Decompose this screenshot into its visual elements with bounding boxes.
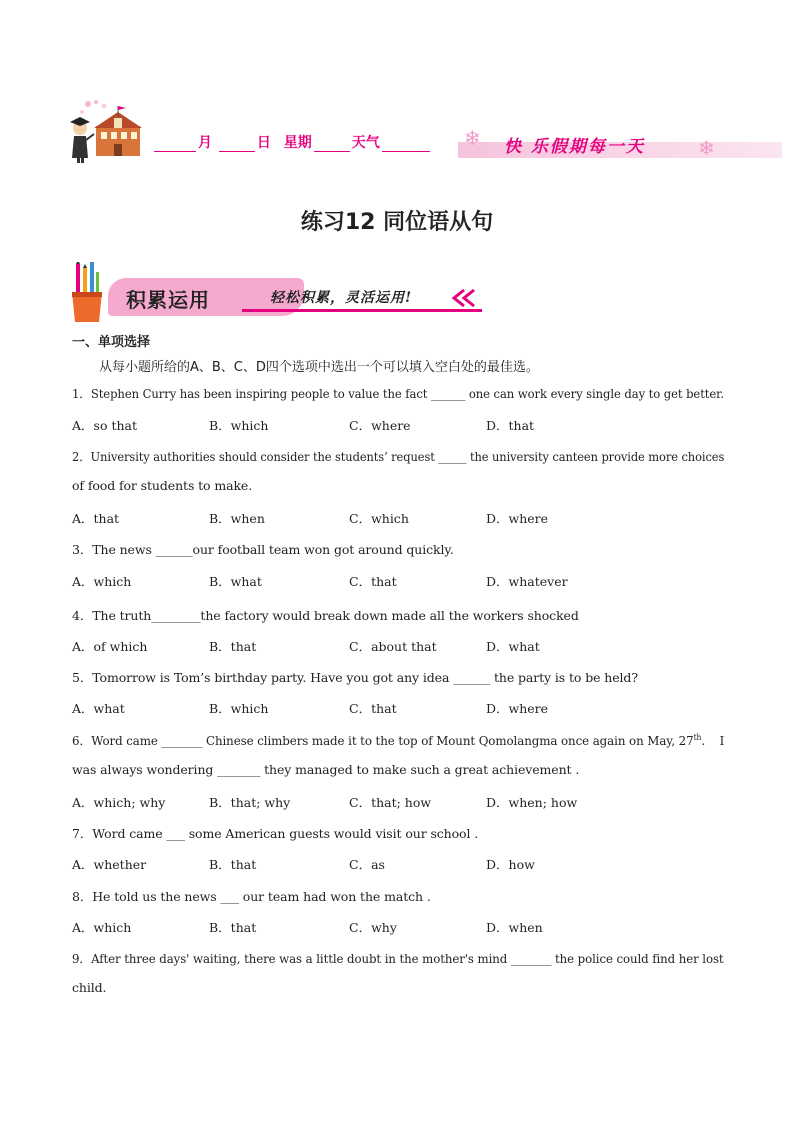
banner-underline <box>242 309 482 312</box>
q4-option-d[interactable]: D．what <box>486 639 540 654</box>
q3-option-d[interactable]: D．whatever <box>486 574 568 589</box>
weekday-blank[interactable] <box>314 133 350 152</box>
question-9: 9．After three days' waiting, there was a little doubt in the mother's mind _______ the police could find her lost <box>72 951 724 966</box>
question-2: 2．University authorities should consider the students’ request _____ the university canteen provide more choices <box>72 449 725 464</box>
q2-option-d[interactable]: D．where <box>486 511 549 526</box>
weather-label: 天气 <box>351 135 380 151</box>
weather-blank[interactable] <box>382 133 430 152</box>
question-7: 7．Word came ___ some American guests would visit our school . <box>72 826 479 841</box>
snowflake-icon: ❄ <box>464 126 481 150</box>
q6-option-b[interactable]: B．that; why <box>209 795 291 810</box>
q4-option-a[interactable]: A．of which <box>72 639 148 654</box>
snowflake-icon: ❄ <box>698 136 715 160</box>
q7-option-c[interactable]: C．as <box>349 857 385 872</box>
q4-option-b[interactable]: B．that <box>209 639 257 654</box>
q7-option-b[interactable]: B．that <box>209 857 257 872</box>
question-6-cont: was always wondering _______ they managed to make such a great achievement . <box>72 762 580 777</box>
q1-option-c[interactable]: C．where <box>349 418 411 433</box>
question-3: 3．The news ______our football team won got around quickly. <box>72 542 454 557</box>
q1-option-b[interactable]: B．which <box>209 418 269 433</box>
q3-option-a[interactable]: A．which <box>72 574 132 589</box>
q2-option-a[interactable]: A．that <box>72 511 120 526</box>
q1-option-d[interactable]: D．that <box>486 418 535 433</box>
pencil-cup-icon <box>70 262 104 324</box>
q5-option-b[interactable]: B．which <box>209 701 269 716</box>
question-2-cont: of food for students to make. <box>72 478 253 493</box>
q6-option-d[interactable]: D．when; how <box>486 795 578 810</box>
q2-option-b[interactable]: B．when <box>209 511 265 526</box>
q8-option-d[interactable]: D．when <box>486 920 543 935</box>
banner-subtitle: 轻松积累，灵活运用! <box>270 290 413 306</box>
banner-label: 积累运用 <box>126 288 210 312</box>
question-6-tail: . I <box>701 733 725 748</box>
slogan: 快 乐假期每一天 <box>504 137 645 157</box>
q7-option-d[interactable]: D．how <box>486 857 535 872</box>
q6-option-c[interactable]: C．that; how <box>349 795 432 810</box>
ordinal-suffix: th <box>693 732 702 742</box>
graduate-school-icon <box>66 98 146 164</box>
month-blank[interactable] <box>154 133 196 152</box>
double-chevron-left-icon <box>450 286 484 310</box>
question-9-cont: child. <box>72 980 107 995</box>
header-band <box>66 98 782 164</box>
q5-option-a[interactable]: A．what <box>72 701 125 716</box>
weekday-label: 星期 <box>283 135 312 151</box>
date-fields <box>152 132 432 154</box>
q8-option-c[interactable]: C．why <box>349 920 397 935</box>
q8-option-a[interactable]: A．which <box>72 920 132 935</box>
q7-option-a[interactable]: A．whether <box>72 857 147 872</box>
q4-option-c[interactable]: C．about that <box>349 639 437 654</box>
section-banner <box>70 262 490 324</box>
instructions: 从每小题所给的A、B、C、D四个选项中选出一个可以填入空白处的最佳选。 <box>99 360 539 375</box>
question-4: 4．The truth________the factory would break down made all the workers shocked <box>72 608 579 623</box>
q6-option-a[interactable]: A．which; why <box>72 795 166 810</box>
q3-option-c[interactable]: C．that <box>349 574 397 589</box>
question-6 <box>72 731 724 749</box>
question-6-text: 6．Word came _______ Chinese climbers made it to the top of Mount Qomolangma once again on May, 27 <box>72 733 694 748</box>
day-label: 日 <box>256 135 271 151</box>
q5-option-c[interactable]: C．that <box>349 701 397 716</box>
q3-option-b[interactable]: B．what <box>209 574 262 589</box>
question-5: 5．Tomorrow is Tom’s birthday party. Have you got any idea ______ the party is to be held? <box>72 670 638 685</box>
page-title: 练习12 同位语从句 <box>300 210 494 235</box>
q5-option-d[interactable]: D．where <box>486 701 549 716</box>
month-label: 月 <box>198 135 212 151</box>
day-blank[interactable] <box>219 133 255 152</box>
question-1: 1．Stephen Curry has been inspiring people to value the fact ______ one can work every single day to get better. <box>72 386 724 401</box>
q8-option-b[interactable]: B．that <box>209 920 257 935</box>
q1-option-a[interactable]: A．so that <box>72 418 137 433</box>
question-8: 8．He told us the news ___ our team had won the match . <box>72 889 431 904</box>
q2-option-c[interactable]: C．which <box>349 511 409 526</box>
section-heading: 一、单项选择 <box>72 335 151 350</box>
